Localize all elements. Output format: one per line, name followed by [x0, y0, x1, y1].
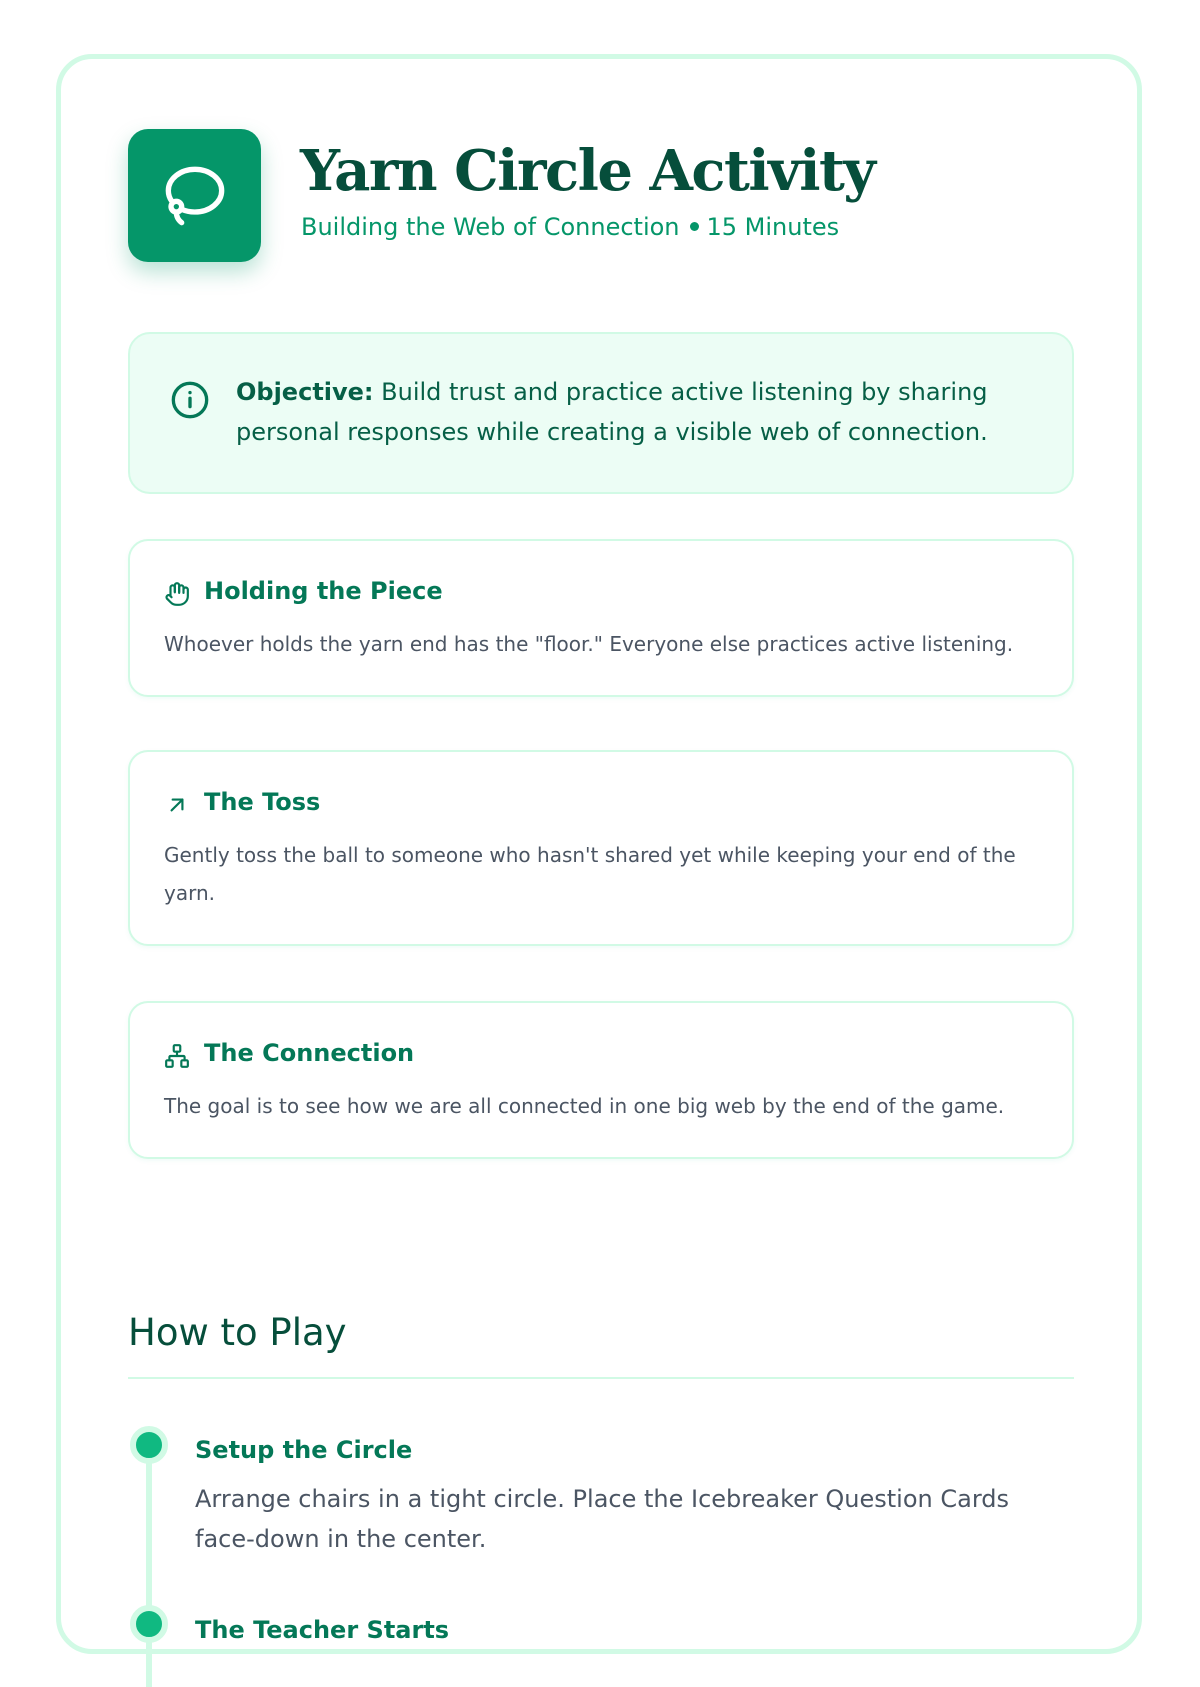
objective-box — [128, 332, 1074, 494]
activity-header — [128, 129, 1074, 265]
step-title: The Teacher Starts — [195, 1616, 450, 1644]
bullet-dot-icon — [690, 222, 699, 231]
rule-card-holding — [128, 539, 1074, 697]
rule-title: The Connection — [204, 1039, 415, 1067]
rule-description: Whoever holds the yarn end has the "floor." Everyone else practices active listening. — [164, 632, 1014, 656]
info-icon — [170, 380, 210, 420]
objective-label: Objective: — [236, 378, 374, 406]
timeline-line — [146, 1447, 152, 1687]
arrow-up-right-icon — [164, 792, 190, 818]
hand-icon — [164, 581, 190, 607]
rule-card-toss — [128, 750, 1074, 946]
activity-card — [56, 54, 1142, 1654]
duration-text: 15 Minutes — [706, 213, 840, 241]
lasso-icon — [163, 164, 227, 228]
rule-title: Holding the Piece — [204, 577, 443, 605]
rule-description: The goal is to see how we are all connected in one big web by the end of the game. — [164, 1094, 1005, 1118]
step-title: Setup the Circle — [195, 1436, 413, 1464]
timeline-dot-icon — [130, 1426, 168, 1464]
network-icon — [164, 1043, 190, 1069]
how-to-play-heading: How to Play — [128, 1311, 347, 1354]
section-divider — [128, 1377, 1074, 1379]
activity-logo — [128, 129, 261, 262]
rule-description: Gently toss the ball to someone who hasn't shared yet while keeping your end of the yarn. — [164, 843, 1016, 905]
subtitle-text: Building the Web of Connection — [301, 213, 680, 241]
page-title: Yarn Circle Activity — [300, 138, 875, 204]
timeline-dot-icon — [130, 1605, 168, 1643]
rule-card-connection — [128, 1001, 1074, 1159]
step-description: Arrange chairs in a tight circle. Place the Icebreaker Question Cards face-down in the center. — [195, 1485, 1010, 1553]
objective-body: Build trust and practice active listening by sharing personal responses while creating a visible web of connection. — [236, 378, 988, 446]
rule-title: The Toss — [204, 788, 321, 816]
objective-text — [236, 372, 1036, 452]
page-subtitle — [301, 213, 839, 241]
